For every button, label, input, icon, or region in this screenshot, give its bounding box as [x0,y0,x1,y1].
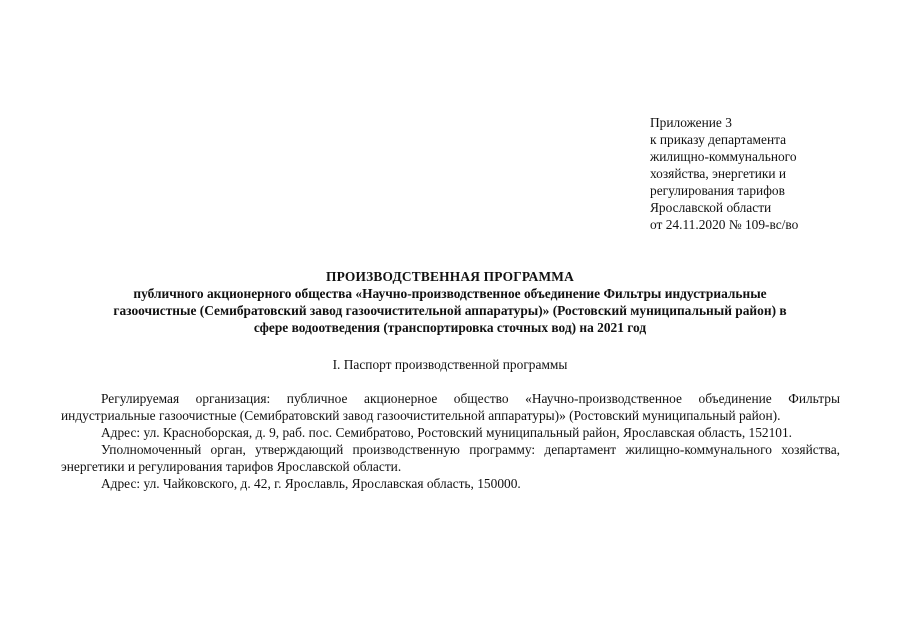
appendix-line: регулирования тарифов [650,183,785,198]
title-line: публичного акционерного общества «Научно-производственное объединение Фильтры индустриальные [133,286,767,301]
body-paragraph: Адрес: ул. Чайковского, д. 42, г. Ярославль, Ярославская область, 150000. [101,476,521,491]
appendix-line: Ярославской области [650,200,772,215]
title-line: газоочистные (Семибратовский завод газоочистительной аппаратуры)» (Ростовский муниципальный район) в [113,303,787,318]
title-line: сфере водоотведения (транспортировка сточных вод) на 2021 год [253,320,647,335]
body-paragraph: Уполномоченный орган, утверждающий производственную программу: департамент жилищно-коммунального хозяйства, энергетики и регулирования тарифов Ярославской области. [61,442,840,474]
appendix-reference [650,114,890,233]
body-paragraph: Регулируемая организация: публичное акционерное общество «Научно-производственное объединение Фильтры индустриальные газоочистные (Семибратовский завод газоочистительной аппаратуры)» (Ростовский муниципальный район). [61,391,840,423]
title-main: ПРОИЗВОДСТВЕННАЯ ПРОГРАММА [325,269,575,284]
document-title [60,268,840,336]
section-heading: I. Паспорт производственной программы [332,357,568,372]
appendix-line: Приложение 3 [650,115,732,130]
appendix-line: от 24.11.2020 № 109-вс/во [650,217,799,232]
body-paragraph: Адрес: ул. Красноборская, д. 9, раб. пос. Семибратово, Ростовский муниципальный район, Ярославская область, 152101. [101,425,793,440]
appendix-line: хозяйства, энергетики и [650,166,787,181]
document-body [61,390,840,492]
appendix-line: к приказу департамента [650,132,787,147]
appendix-line: жилищно-коммунального [650,149,797,164]
